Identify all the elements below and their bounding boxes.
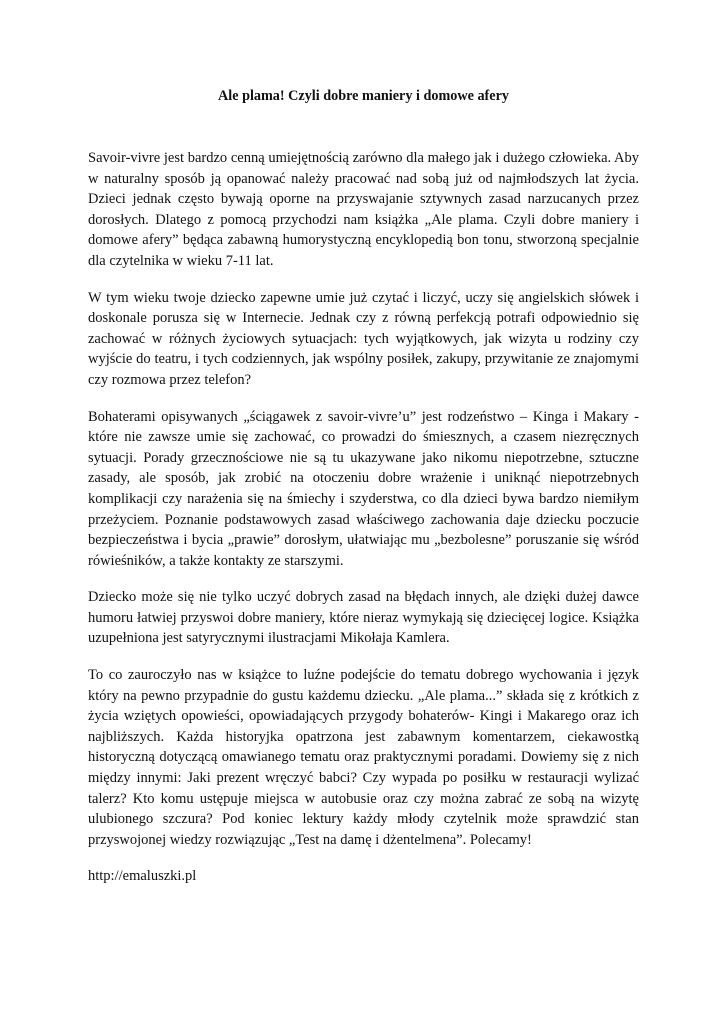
paragraph-age-skills: W tym wieku twoje dziecko zapewne umie już czytać i liczyć, uczy się angielskich słówek i doskonale porusza się w Internecie. Jednak czy z równą perfekcją potrafi odpowiednio się zachować w różnych życiowych sytuacjach: tych wyjątkowych, jak wizyta u rodziny czy wyjście do teatru, i tych codziennych, jak wspólny posiłek, zakupy, przywitanie ze znajomymi czy rozmowa przez telefon?	[88, 289, 639, 388]
source-url: http://emaluszki.pl	[88, 868, 197, 885]
paragraph-humor: Dziecko może się nie tylko uczyć dobrych zasad na błędach innych, ale dzięki dużej dawce humoru łatwiej przyswoi dobre maniery, które nieraz wymykają się dziecięcej logice. Książka uzupełniona jest satyrycznymi ilustracjami Mikołaja Kamlera.	[88, 589, 639, 647]
paragraph-intro: Savoir-vivre jest bardzo cenną umiejętnością zarówno dla małego jak i dużego człowieka. Aby w naturalny sposób ją opanować należy pracować nad sobą już od najmłodszych lat życia. Dzieci jednak często bywają oporne na przyswajanie sztywnych zasad narzucanych przez dorosłych. Dlatego z pomocą przychodzi nam książka „Ale plama. Czyli dobre maniery i domowe afery” będąca zabawną humorystyczną encyklopedią bon tonu, stworzoną specjalnie dla czytelnika w wieku 7-11 lat.	[88, 150, 639, 269]
document-page	[88, 0, 639, 1024]
paragraph-review: To co zauroczyło nas w książce to luźne podejście do tematu dobrego wychowania i język który na pewno przypadnie do gustu każdemu dziecku. „Ale plama...” składa się z krótkich z życia wziętych opowieści, opowiadających przygody bohaterów- Kingi i Makarego oraz ich najbliższych. Każda historyjka opatrzona jest zabawnym komentarzem, ciekawostką historyczną dotyczącą omawianego tematu oraz praktycznymi poradami. Dowiemy się z nich między innymi: Jaki prezent wręczyć babci? Czy wypada po posiłku w restauracji wylizać talerz? Kto komu ustępuje miejsca w autobusie oraz czy można zabrać ze sobą na wizytę ulubionego szczura? Pod koniec lektury każdy młody czytelnik może sprawdzić stan przyswojonej wiedzy rozwiązując „Test na damę i dżentelmena”. Polecamy!	[88, 667, 639, 848]
document-body	[88, 148, 639, 887]
document-title: Ale plama! Czyli dobre maniery i domowe afery	[218, 88, 509, 104]
paragraph-characters: Bohaterami opisywanych „ściągawek z savoir-vivre’u” jest rodzeństwo – Kinga i Makary - które nie zawsze umie się zachować, co prowadzi do śmiesznych, a czasem niezręcznych sytuacji. Porady grzecznościowe nie są tu ukazywane jako nikomu niepotrzebne, sztuczne zasady, ale sposób, jak zrobić na otoczeniu dobre wrażenie i uniknąć niepotrzebnych komplikacji czy narażenia się na śmiechy i szyderstwa, co dla dzieci bywa bardzo niemiłym przeżyciem. Poznanie podstawowych zasad właściwego zachowania daje dziecku poczucie bezpieczeństwa i bycia „prawie” dorosłym, ułatwiając mu „bezbolesne” poruszanie się wśród rówieśników, a także kontakty ze starszymi.	[88, 408, 639, 569]
